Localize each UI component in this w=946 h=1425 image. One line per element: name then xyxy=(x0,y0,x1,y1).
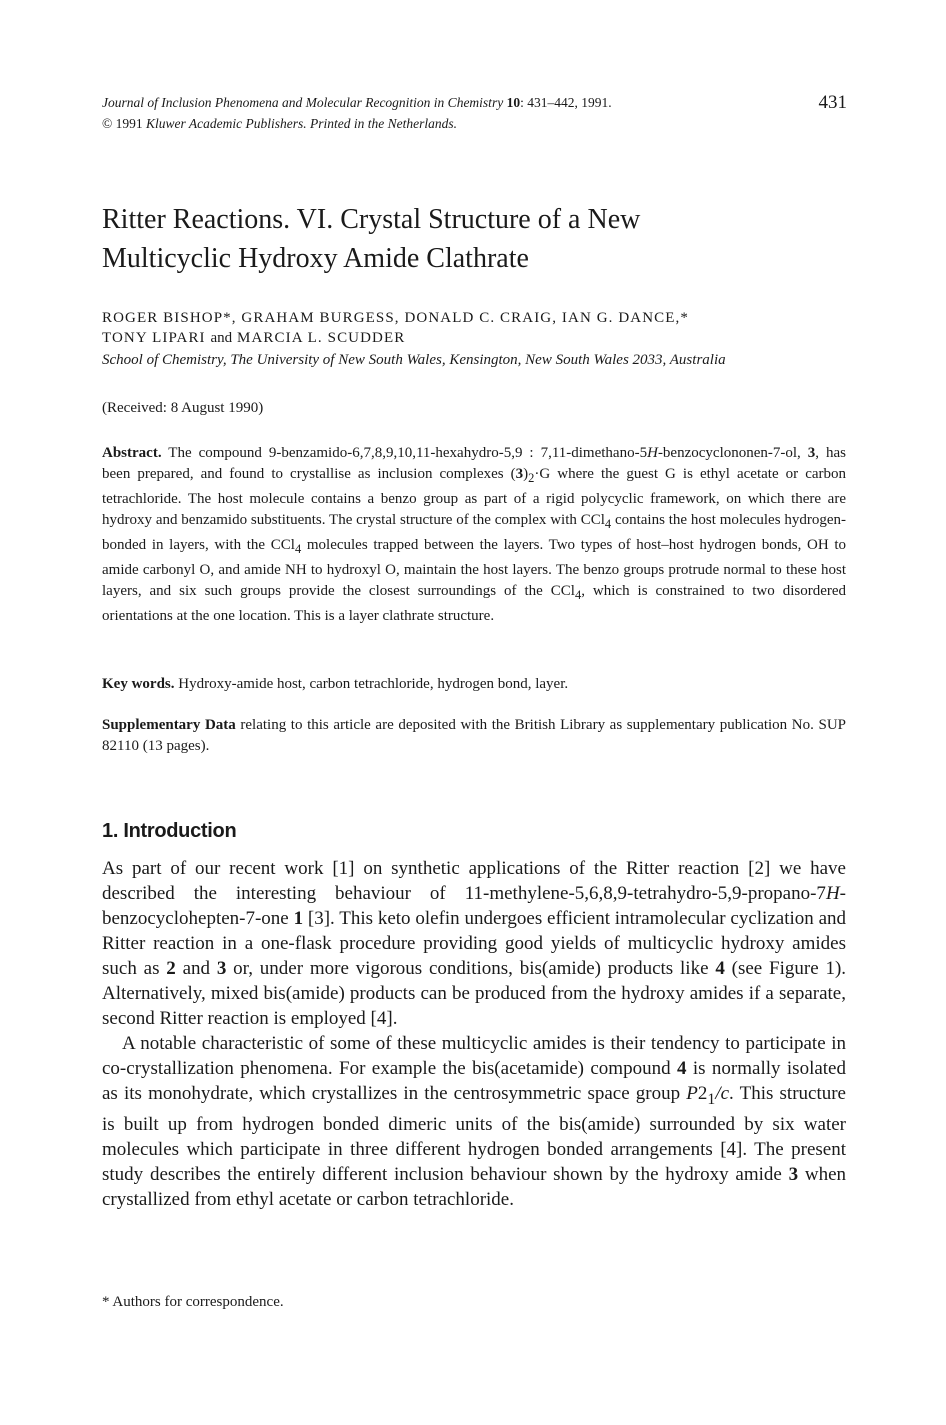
abstract-text: contains the host molecules hydrogen-bonded in layers, with the CCl xyxy=(102,512,846,553)
title-line-2: Multicyclic Hydroxy Amide Clathrate xyxy=(102,243,529,274)
supplementary-label: Supplementary Data xyxy=(102,717,236,733)
abstract-text: The compound 9-benzamido-6,7,8,9,10,11-hexahydro-5,9 : 7,11-dimethano-5 xyxy=(168,445,648,461)
article-title xyxy=(102,200,847,278)
running-header xyxy=(102,92,847,134)
abstract xyxy=(102,443,846,627)
subscript: 4 xyxy=(574,588,582,602)
para-text: (see Figure 1). Alternatively, mixed bis(amide) products can be produced from the hydroxy amides if a separate, second Ritter reaction is employed [4]. xyxy=(102,958,847,1029)
para-text: or, under more vigorous conditions, bis(amide) products like xyxy=(226,958,709,979)
para-text: A notable characteristic of some of these multicyclic amides is their tendency to participate in co-crystallization phenomena. For example the bis(acetamide) compound xyxy=(102,1033,846,1079)
author-lipari: TONY LIPARI xyxy=(102,330,206,346)
compound-number: 3 xyxy=(788,1163,799,1185)
para-text: and xyxy=(175,958,211,979)
abstract-italic-h: H xyxy=(647,445,658,461)
supplementary-data xyxy=(102,715,846,757)
authors-line-2 xyxy=(102,328,847,348)
section-heading: 1. Introduction xyxy=(102,820,237,842)
para-text: is normally isolated as its monohydrate, which crystallizes in the centrosymmetric space group xyxy=(102,1058,846,1104)
paragraph-2 xyxy=(102,1031,846,1212)
compound-number: 3 xyxy=(216,958,227,979)
supplementary-text: relating to this article are deposited with the British Library as supplementary publication No. SUP 82110 (13 pages). xyxy=(102,717,846,754)
printed-location: Printed in the Netherlands. xyxy=(310,116,457,131)
page-number: 431 xyxy=(818,92,847,113)
subscript: 2 xyxy=(528,471,535,485)
subscript: 1 xyxy=(707,1090,716,1108)
received-date: (Received: 8 August 1990) xyxy=(102,400,264,416)
abstract-text: , which is constrained to two disordered orientations at the one location. This is a layer clathrate structure. xyxy=(102,583,847,624)
journal-volume: 10 xyxy=(506,95,521,110)
authors-and: and xyxy=(210,330,233,346)
abstract-text: ) xyxy=(523,466,529,482)
journal-pages-year: : 431–442, 1991. xyxy=(520,95,612,110)
space-group-p: P xyxy=(686,1083,698,1104)
compound-number: 1 xyxy=(293,908,304,929)
space-group-c: /c xyxy=(715,1083,730,1104)
para-text: when crystallized from ethyl acetate or carbon tetrachloride. xyxy=(102,1163,846,1210)
compound-number: 4 xyxy=(715,958,725,979)
para-text: . This structure is built up from hydrogen bonded dimeric units of the bis(amide) surrounded by six water molecules which participate in three different hydrogen bonded arrangements [4]. The present study describes the entirely different inclusion behaviour shown by the hydroxy amide xyxy=(102,1083,846,1185)
paragraph-1 xyxy=(102,856,846,1031)
abstract-text: ·G where the guest G is ethyl acetate or carbon tetrachloride. The host molecule contains a benzo group as part of a rigid polycyclic framework, on which there are hydroxy and benzamido substituents. The crystal structure of the complex with CCl xyxy=(102,466,847,528)
para-text: As part of our recent work [1] on synthetic applications of the Ritter reaction [2] we have described the interesting behaviour of 11-methylene-5,6,8,9-tetrahydro-5,9-propano-7 xyxy=(102,858,846,904)
author-list xyxy=(102,308,847,348)
body-text xyxy=(102,856,846,1212)
copyright-year: © 1991 xyxy=(102,116,143,131)
compound-number: 2 xyxy=(166,958,176,979)
keywords-label: Key words. xyxy=(102,676,175,692)
journal-citation xyxy=(102,92,847,113)
authors-line-1: ROGER BISHOP*, GRAHAM BURGESS, DONALD C. CRAIG, IAN G. DANCE,* xyxy=(102,310,689,326)
para-text: [3]. This keto olefin undergoes efficient intramolecular cyclization and Ritter reaction in a one-flask procedure providing good yields of multicyclic hydroxy amides such as xyxy=(102,908,846,979)
subscript: 4 xyxy=(604,517,612,531)
compound-number: 3 xyxy=(515,466,524,482)
abstract-text: molecules trapped between the layers. Two types of host–host hydrogen bonds, OH to amide carbonyl O, and amide NH to hydroxyl O, maintain the host layers. The benzo groups protrude normal to these host layers, and six such groups provide the closest surroundings of the CCl xyxy=(102,537,847,599)
keywords-text: Hydroxy-amide host, carbon tetrachloride, hydrogen bond, layer. xyxy=(174,676,569,692)
abstract-text: , has been prepared, and found to crystallise as inclusion complexes ( xyxy=(102,445,847,482)
affiliation: School of Chemistry, The University of New South Wales, Kensington, New South Wales 2033, Australia xyxy=(102,352,726,368)
compound-number: 4 xyxy=(676,1058,687,1079)
space-group-two: 2 xyxy=(697,1083,708,1104)
copyright-line xyxy=(102,113,847,134)
footnote: * Authors for correspondence. xyxy=(102,1294,284,1310)
author-scudder: MARCIA L. SCUDDER xyxy=(237,330,406,346)
keywords xyxy=(102,674,846,695)
publisher-name: Kluwer Academic Publishers. xyxy=(146,116,307,131)
compound-number: 3 xyxy=(807,445,816,461)
abstract-text: -benzocyclononen-7-ol, xyxy=(657,445,801,461)
para-text: -benzocyclohepten-7-one xyxy=(102,883,846,929)
journal-name: Journal of Inclusion Phenomena and Molecular Recognition in Chemistry xyxy=(102,95,504,110)
title-line-1: Ritter Reactions. VI. Crystal Structure of a New xyxy=(102,204,641,235)
abstract-label: Abstract. xyxy=(102,445,162,461)
para-italic-h: H xyxy=(825,883,840,904)
subscript: 4 xyxy=(294,542,302,556)
